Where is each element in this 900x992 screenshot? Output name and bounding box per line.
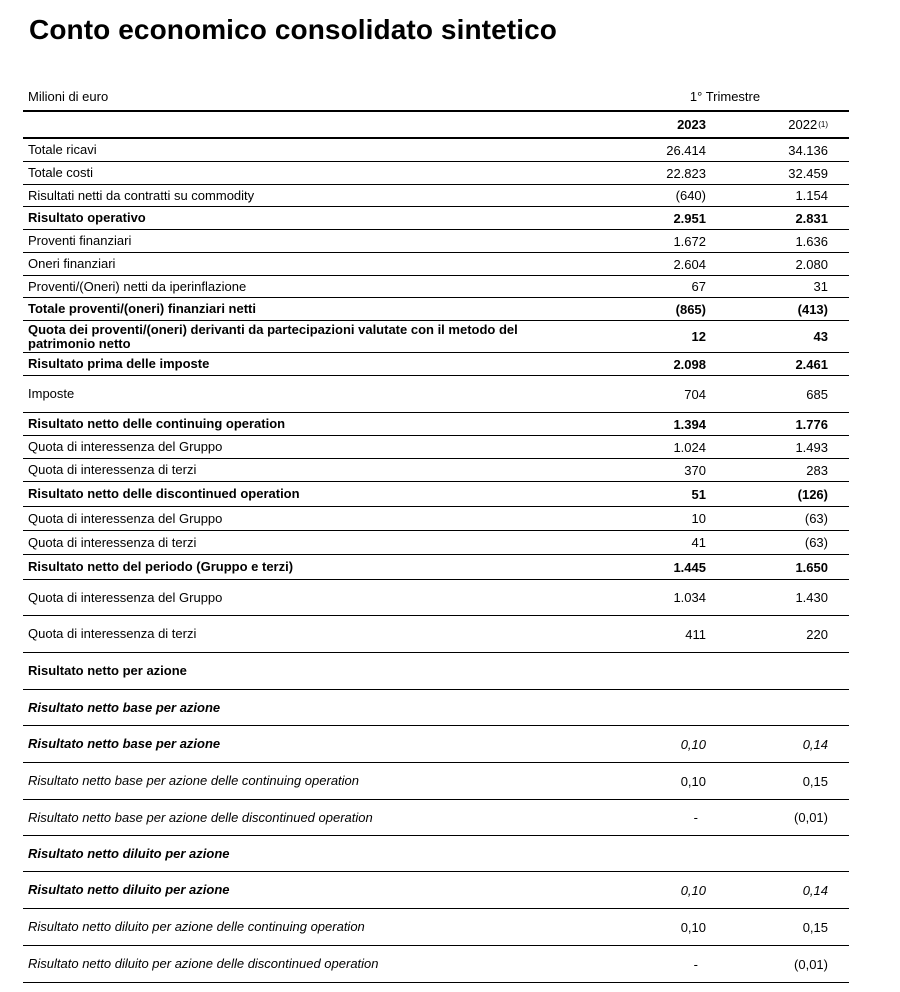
table-row — [23, 207, 849, 230]
table-row — [23, 276, 849, 298]
table-row — [23, 836, 849, 872]
row-label: Risultato netto base per azione delle continuing operation — [28, 773, 360, 788]
value-2022: 685 — [806, 386, 828, 402]
value-2023: 26.414 — [666, 142, 706, 158]
table-row — [23, 353, 849, 376]
value-2023: 2.604 — [673, 256, 706, 272]
value-2023: 1.672 — [673, 233, 706, 249]
value-2023: 0,10 — [680, 882, 706, 898]
value-2023: 10 — [691, 511, 706, 526]
table-row — [23, 763, 849, 800]
value-2022: (0,01) — [794, 956, 828, 972]
row-label: Risultato netto base per azione — [28, 736, 221, 751]
value-2023: 1.394 — [673, 416, 706, 432]
row-label: Oneri finanziari — [28, 256, 116, 271]
row-label: Risultato netto diluito per azione delle continuing operation — [28, 919, 365, 934]
table-row — [23, 800, 849, 836]
value-2023: 0,10 — [680, 736, 706, 752]
table-row — [23, 555, 849, 580]
value-2023: 41 — [691, 535, 706, 550]
value-2023: 12 — [691, 329, 706, 344]
value-2022: 1.493 — [795, 439, 828, 455]
value-2022: 34.136 — [788, 142, 828, 158]
table-row — [23, 253, 849, 276]
value-2023: 704 — [684, 386, 706, 402]
row-label: Risultato netto del periodo (Gruppo e terzi) — [28, 559, 294, 574]
row-label: Risultato netto base per azione — [28, 699, 221, 715]
value-2022: 43 — [813, 329, 828, 344]
row-label: Imposte — [28, 386, 75, 401]
period-label: 1° Trimestre — [689, 89, 761, 104]
value-2022: 0,15 — [802, 773, 828, 789]
value-2023: - — [693, 956, 698, 972]
table-row — [23, 162, 849, 185]
row-label: Risultato netto diluito per azione — [28, 845, 230, 861]
row-label: Quota dei proventi/(oneri) derivanti da partecipazioni valutate con il metodo del patrimonio netto — [28, 321, 518, 351]
table-row — [23, 946, 849, 983]
value-2022: 1.776 — [795, 416, 828, 432]
row-label: Quota di interessenza del Gruppo — [28, 439, 223, 454]
value-2023: 1.445 — [673, 559, 706, 575]
table-row — [23, 726, 849, 763]
row-label: Risultato netto per azione — [28, 663, 187, 678]
table-row — [23, 580, 849, 616]
row-label: Risultato operativo — [28, 210, 146, 225]
row-label: Risultato netto diluito per azione delle discontinued operation — [28, 956, 379, 971]
table-row — [23, 653, 849, 690]
value-2022: 32.459 — [788, 165, 828, 181]
value-2023 — [616, 836, 706, 871]
value-2022: 283 — [806, 462, 828, 478]
table-row — [23, 531, 849, 555]
value-2022: 2.080 — [795, 256, 828, 272]
row-label: Totale proventi/(oneri) finanziari netti — [28, 301, 256, 316]
income-statement-table — [23, 85, 849, 983]
value-2023: 0,10 — [680, 773, 706, 789]
value-2023: (865) — [675, 301, 706, 317]
year-2023: 2023 — [677, 117, 706, 132]
row-label: Risultato netto delle continuing operation — [28, 416, 286, 431]
table-body — [23, 139, 849, 983]
value-2022: 1.636 — [795, 233, 828, 249]
row-label: Risultato netto base per azione delle discontinued operation — [28, 809, 373, 825]
table-row — [23, 690, 849, 726]
value-2023: 2.951 — [673, 210, 706, 226]
row-label: Quota di interessenza del Gruppo — [28, 510, 223, 526]
value-2022: (126) — [797, 486, 828, 502]
value-2023: 67 — [691, 279, 706, 294]
footnote-mark: (1) — [818, 120, 828, 129]
table-row — [23, 507, 849, 531]
value-2023: 2.098 — [673, 356, 706, 372]
value-2022: 1.650 — [795, 559, 828, 575]
table-row — [23, 616, 849, 653]
row-label: Proventi/(Oneri) netti da iperinflazione — [28, 278, 247, 294]
row-label: Totale costi — [28, 165, 94, 180]
value-2023: - — [693, 810, 698, 825]
row-label: Risultato netto diluito per azione — [28, 882, 230, 897]
unit-label: Milioni di euro — [28, 89, 109, 104]
value-2022: 1.430 — [795, 590, 828, 605]
value-2023: 411 — [685, 626, 706, 642]
value-2022 — [738, 836, 828, 871]
table-row — [23, 436, 849, 459]
year-2022-text: 2022 — [788, 117, 818, 132]
value-2022 — [738, 690, 828, 725]
page-title: Conto economico consolidato sintetico — [29, 14, 557, 45]
table-row — [23, 298, 849, 321]
value-2022: 31 — [813, 279, 828, 294]
value-2023: 1.024 — [673, 439, 706, 455]
value-2022: (413) — [797, 301, 828, 317]
value-2023: (640) — [675, 188, 706, 203]
row-label: Risultato prima delle imposte — [28, 356, 210, 371]
value-2022: 0,14 — [802, 882, 828, 898]
value-2023: 0,10 — [680, 919, 706, 935]
value-2022: 1.154 — [795, 188, 828, 203]
table-row — [23, 482, 849, 507]
value-2023 — [616, 690, 706, 725]
row-label: Quota di interessenza del Gruppo — [28, 589, 223, 605]
table-header — [23, 85, 849, 112]
row-label: Totale ricavi — [28, 142, 97, 157]
row-label: Quota di interessenza di terzi — [28, 626, 197, 641]
year-header-row — [23, 112, 849, 139]
value-2022: 0,15 — [802, 919, 828, 935]
value-2022: (63) — [804, 511, 828, 526]
value-2023 — [616, 653, 706, 689]
row-label: Quota di interessenza di terzi — [28, 534, 197, 550]
value-2022: (63) — [804, 535, 828, 550]
value-2023: 22.823 — [666, 165, 706, 181]
table-row — [23, 185, 849, 207]
value-2022: 0,14 — [802, 736, 828, 752]
year-2022 — [738, 112, 828, 137]
row-label: Risultato netto delle discontinued operation — [28, 486, 300, 501]
table-row — [23, 909, 849, 946]
table-row — [23, 413, 849, 436]
value-2022: (0,01) — [794, 810, 828, 825]
row-label: Quota di interessenza di terzi — [28, 462, 197, 477]
table-row — [23, 872, 849, 909]
row-label: Risultati netti da contratti su commodity — [28, 187, 255, 203]
value-2022 — [738, 653, 828, 689]
table-row — [23, 139, 849, 162]
value-2022: 220 — [806, 626, 828, 642]
table-row — [23, 321, 849, 353]
value-2023: 370 — [684, 462, 706, 478]
table-row — [23, 459, 849, 482]
value-2022: 2.831 — [795, 210, 828, 226]
value-2023: 1.034 — [673, 590, 706, 605]
table-row — [23, 230, 849, 253]
row-label: Proventi finanziari — [28, 233, 132, 248]
value-2022: 2.461 — [795, 356, 828, 372]
table-row — [23, 376, 849, 413]
value-2023: 51 — [691, 486, 706, 502]
